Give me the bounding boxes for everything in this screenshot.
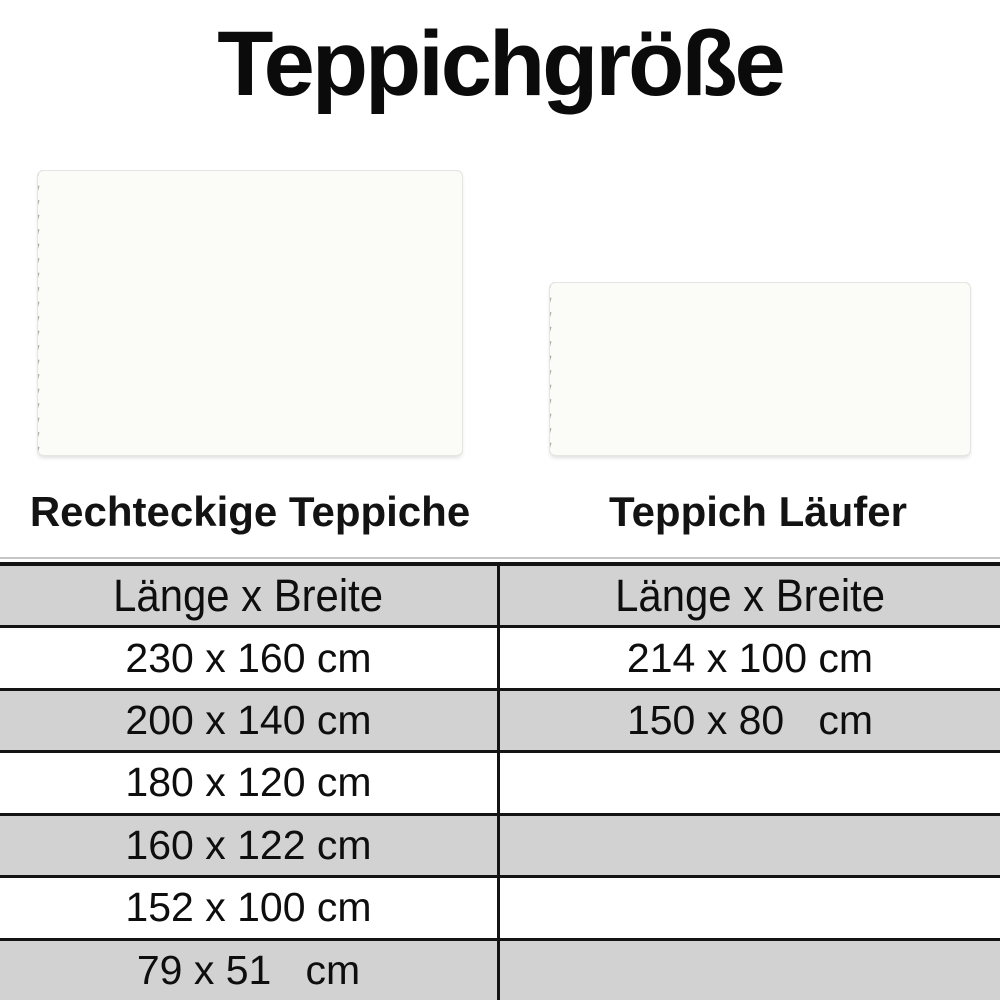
size-cell: 160 x 122 cm bbox=[0, 816, 500, 875]
size-table bbox=[0, 562, 1000, 1000]
size-cell: 230 x 160 cm bbox=[0, 628, 500, 687]
table-top-rule bbox=[0, 557, 1000, 559]
size-cell: 200 x 140 cm bbox=[0, 691, 500, 750]
table-row bbox=[0, 628, 1000, 690]
size-cell bbox=[500, 941, 1000, 1000]
header-cell-rectangular bbox=[0, 566, 500, 625]
header-cell-runner bbox=[500, 566, 1000, 625]
size-cell: 180 x 120 cm bbox=[0, 753, 500, 812]
size-cell: 152 x 100 cm bbox=[0, 878, 500, 937]
table-header-row bbox=[0, 566, 1000, 628]
header-text: Länge x Breite bbox=[113, 569, 384, 621]
size-cell: 79 x 51 cm bbox=[0, 941, 500, 1000]
runner-rug-image bbox=[550, 283, 970, 455]
table-row bbox=[0, 753, 1000, 815]
chevron-pattern bbox=[38, 171, 462, 455]
table-row bbox=[0, 878, 1000, 940]
rectangular-rugs-label: Rechteckige Teppiche bbox=[29, 488, 471, 535]
size-cell bbox=[500, 753, 1000, 812]
page-title: Teppichgröße bbox=[217, 13, 783, 115]
size-cell bbox=[500, 878, 1000, 937]
size-cell: 214 x 100 cm bbox=[626, 634, 874, 681]
rectangular-rug-image bbox=[38, 171, 462, 455]
table-row bbox=[0, 691, 1000, 753]
size-cell bbox=[500, 816, 1000, 875]
header-text: Länge x Breite bbox=[615, 569, 885, 621]
chevron-pattern bbox=[550, 283, 970, 455]
runner-rugs-label: Teppich Läufer bbox=[609, 488, 907, 535]
table-row bbox=[0, 941, 1000, 1000]
table-row bbox=[0, 816, 1000, 878]
size-cell: 150 x 80 cm bbox=[626, 697, 874, 744]
